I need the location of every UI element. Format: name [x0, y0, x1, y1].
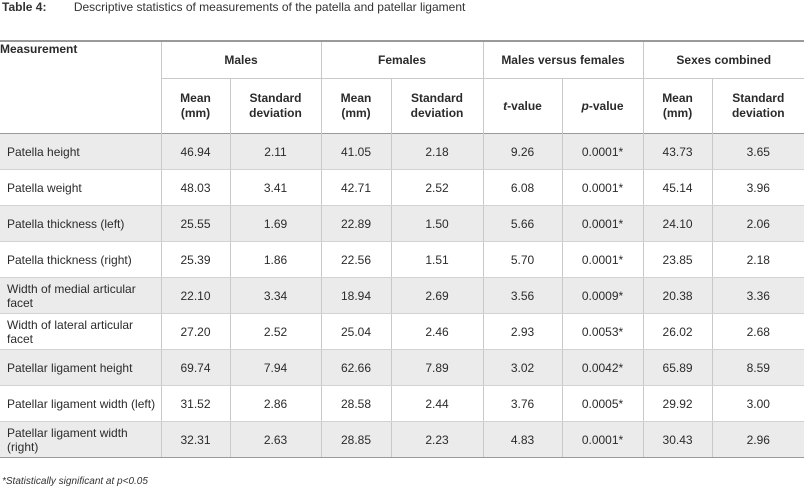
table-cell: 0.0001*: [562, 422, 643, 458]
header-group-males: Males: [161, 41, 321, 79]
subheader-cell: Mean (mm): [321, 79, 391, 134]
table-cell: 25.04: [321, 314, 391, 350]
table-row: [0, 134, 804, 170]
table-cell: 7.94: [230, 350, 321, 386]
table-cell: 3.76: [483, 386, 562, 422]
row-label: Patella height: [0, 134, 161, 170]
table-row: [0, 350, 804, 386]
header-measurement: Measurement: [0, 42, 78, 56]
table-cell: 3.65: [712, 134, 804, 170]
table-cell: 3.96: [712, 170, 804, 206]
subheader-cell: Standard deviation: [230, 79, 321, 134]
table-cell: 6.08: [483, 170, 562, 206]
table-cell: 20.38: [643, 278, 712, 314]
table-cell: 28.58: [321, 386, 391, 422]
table-cell: 32.31: [161, 422, 230, 458]
table-cell: 3.00: [712, 386, 804, 422]
row-label: Width of medial articular facet: [0, 278, 161, 314]
table-cell: 2.11: [230, 134, 321, 170]
header-group-females: Females: [321, 41, 483, 79]
table-cell: 28.85: [321, 422, 391, 458]
table-cell: 3.02: [483, 350, 562, 386]
subheader-cell: Mean (mm): [161, 79, 230, 134]
row-label: Patellar ligament width (left): [0, 386, 161, 422]
table-cell: 69.74: [161, 350, 230, 386]
table-cell: 3.34: [230, 278, 321, 314]
table-row: [0, 314, 804, 350]
table-row: [0, 206, 804, 242]
table-cell: 30.43: [643, 422, 712, 458]
table-cell: 2.52: [230, 314, 321, 350]
row-label: Patellar ligament width (right): [0, 422, 161, 458]
statistics-table: [0, 40, 804, 458]
table-cell: 2.86: [230, 386, 321, 422]
header-row-groups: [0, 41, 804, 79]
table-cell: 2.44: [391, 386, 483, 422]
table-cell: 1.86: [230, 242, 321, 278]
row-label: Patella weight: [0, 170, 161, 206]
table-cell: 3.41: [230, 170, 321, 206]
table-cell: 2.93: [483, 314, 562, 350]
table-cell: 22.10: [161, 278, 230, 314]
table-cell: 48.03: [161, 170, 230, 206]
table-cell: 24.10: [643, 206, 712, 242]
table-cell: 43.73: [643, 134, 712, 170]
table-row: [0, 242, 804, 278]
table-cell: 2.18: [391, 134, 483, 170]
table-cell: 31.52: [161, 386, 230, 422]
row-label: Patella thickness (right): [0, 242, 161, 278]
table-footnote: *Statistically significant at p<0.05: [2, 476, 148, 487]
table-caption-title: Descriptive statistics of measurements of the patella and patellar ligament: [73, 0, 466, 14]
table-cell: 8.59: [712, 350, 804, 386]
subheader-cell: p-value: [562, 79, 643, 134]
table-cell: 0.0001*: [562, 170, 643, 206]
table-cell: 2.46: [391, 314, 483, 350]
table-cell: 5.66: [483, 206, 562, 242]
table-row: [0, 278, 804, 314]
table-cell: 0.0001*: [562, 134, 643, 170]
table-cell: 2.06: [712, 206, 804, 242]
table-cell: 3.56: [483, 278, 562, 314]
table-body: [0, 134, 804, 458]
subheader-cell: t-value: [483, 79, 562, 134]
table-cell: 1.51: [391, 242, 483, 278]
table-cell: 27.20: [161, 314, 230, 350]
table-row: [0, 422, 804, 458]
table-cell: 2.18: [712, 242, 804, 278]
table-cell: 0.0001*: [562, 206, 643, 242]
table-cell: 65.89: [643, 350, 712, 386]
table-cell: 22.89: [321, 206, 391, 242]
table-cell: 45.14: [643, 170, 712, 206]
table-cell: 0.0053*: [562, 314, 643, 350]
table-cell: 7.89: [391, 350, 483, 386]
row-label: Patellar ligament height: [0, 350, 161, 386]
table-cell: 46.94: [161, 134, 230, 170]
table-cell: 2.23: [391, 422, 483, 458]
table-cell: 25.55: [161, 206, 230, 242]
table-row: [0, 170, 804, 206]
subheader-cell: Mean (mm): [643, 79, 712, 134]
table-caption: [2, 0, 465, 14]
table-cell: 2.69: [391, 278, 483, 314]
table-cell: 0.0001*: [562, 242, 643, 278]
table-cell: 2.96: [712, 422, 804, 458]
table-cell: 18.94: [321, 278, 391, 314]
header-group-comparison: Males versus females: [483, 41, 643, 79]
table-cell: 0.0009*: [562, 278, 643, 314]
table-cell: 42.71: [321, 170, 391, 206]
table-cell: 3.36: [712, 278, 804, 314]
table-cell: 41.05: [321, 134, 391, 170]
subheader-cell: Standard deviation: [391, 79, 483, 134]
table-cell: 25.39: [161, 242, 230, 278]
table-cell: 2.63: [230, 422, 321, 458]
table-caption-label: Table 4:: [2, 0, 47, 14]
row-label: Patella thickness (left): [0, 206, 161, 242]
table-cell: 62.66: [321, 350, 391, 386]
table-cell: 2.68: [712, 314, 804, 350]
table-cell: 1.69: [230, 206, 321, 242]
table-cell: 9.26: [483, 134, 562, 170]
table-cell: 0.0005*: [562, 386, 643, 422]
table-cell: 5.70: [483, 242, 562, 278]
table-cell: 29.92: [643, 386, 712, 422]
table-cell: 23.85: [643, 242, 712, 278]
row-label: Width of lateral articular facet: [0, 314, 161, 350]
table-cell: 2.52: [391, 170, 483, 206]
table-cell: 1.50: [391, 206, 483, 242]
table-cell: 22.56: [321, 242, 391, 278]
subheader-cell: Standard deviation: [712, 79, 804, 134]
table-row: [0, 386, 804, 422]
table-cell: 26.02: [643, 314, 712, 350]
table-cell: 0.0042*: [562, 350, 643, 386]
header-group-combined: Sexes combined: [643, 41, 804, 79]
table-cell: 4.83: [483, 422, 562, 458]
